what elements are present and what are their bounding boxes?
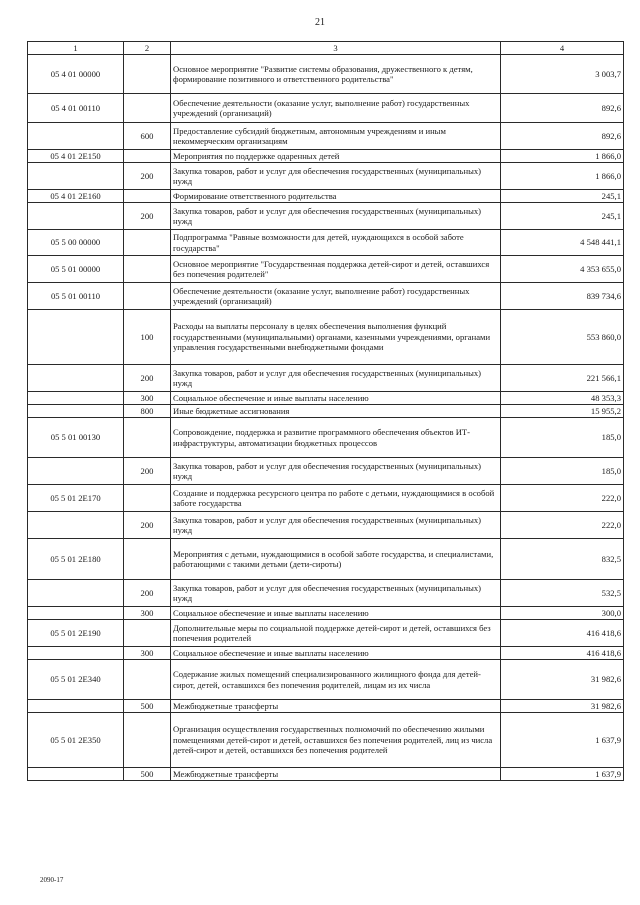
row-description: Формирование ответственного родительства	[171, 190, 501, 203]
row-expense-type	[124, 620, 171, 647]
table-row	[28, 163, 624, 190]
row-expense-type	[124, 150, 171, 163]
row-code	[28, 768, 124, 781]
table-row	[28, 458, 624, 485]
row-amount: 245,1	[501, 203, 624, 230]
row-expense-type: 200	[124, 163, 171, 190]
table-header-row	[28, 42, 624, 55]
row-expense-type: 200	[124, 203, 171, 230]
row-amount: 832,5	[501, 539, 624, 580]
row-expense-type: 500	[124, 768, 171, 781]
table-row	[28, 283, 624, 310]
row-description: Обеспечение деятельности (оказание услуг, выполнение работ) государственных учреждений (организаций)	[171, 283, 501, 310]
row-description: Межбюджетные трансферты	[171, 700, 501, 713]
row-expense-type: 200	[124, 580, 171, 607]
row-amount: 48 353,3	[501, 392, 624, 405]
row-description: Иные бюджетные ассигнования	[171, 405, 501, 418]
table-row	[28, 700, 624, 713]
footer-code: 2090-17	[40, 876, 64, 884]
table-row	[28, 256, 624, 283]
table-row	[28, 392, 624, 405]
row-amount: 222,0	[501, 512, 624, 539]
table-row	[28, 150, 624, 163]
row-code	[28, 647, 124, 660]
row-code: 05 5 01 2Е170	[28, 485, 124, 512]
row-description: Закупка товаров, работ и услуг для обеспечения государственных (муниципальных) нужд	[171, 365, 501, 392]
table-row	[28, 405, 624, 418]
row-expense-type: 800	[124, 405, 171, 418]
row-amount: 839 734,6	[501, 283, 624, 310]
table-row	[28, 310, 624, 365]
row-expense-type	[124, 713, 171, 768]
row-expense-type	[124, 539, 171, 580]
table-row	[28, 620, 624, 647]
row-code: 05 5 01 2Е340	[28, 660, 124, 700]
row-expense-type: 200	[124, 458, 171, 485]
row-description: Мероприятия по поддержке одаренных детей	[171, 150, 501, 163]
row-expense-type	[124, 256, 171, 283]
row-code	[28, 580, 124, 607]
row-expense-type	[124, 94, 171, 123]
row-description: Обеспечение деятельности (оказание услуг, выполнение работ) государственных учреждений (организаций)	[171, 94, 501, 123]
row-amount: 892,6	[501, 123, 624, 150]
row-description: Содержание жилых помещений специализированного жилищного фонда для детей-сирот, детей, оставшихся без попечения родителей, лицам из их числа	[171, 660, 501, 700]
row-expense-type	[124, 190, 171, 203]
row-expense-type: 600	[124, 123, 171, 150]
table-row	[28, 365, 624, 392]
row-code: 05 5 00 00000	[28, 230, 124, 256]
row-description: Подпрограмма "Равные возможности для детей, нуждающихся в особой заботе государства"	[171, 230, 501, 256]
row-code	[28, 203, 124, 230]
header-col-3: 3	[171, 42, 501, 55]
row-expense-type	[124, 55, 171, 94]
row-description: Создание и поддержка ресурсного центра по работе с детьми, нуждающимися в особой заботе государства	[171, 485, 501, 512]
row-description: Дополнительные меры по социальной поддержке детей-сирот и детей, оставшихся без попечения родителей	[171, 620, 501, 647]
row-code	[28, 700, 124, 713]
table-row	[28, 660, 624, 700]
row-code	[28, 392, 124, 405]
row-amount: 1 866,0	[501, 150, 624, 163]
row-expense-type	[124, 660, 171, 700]
row-amount: 4 548 441,1	[501, 230, 624, 256]
row-code	[28, 365, 124, 392]
row-description: Закупка товаров, работ и услуг для обеспечения государственных (муниципальных) нужд	[171, 580, 501, 607]
row-expense-type: 300	[124, 392, 171, 405]
row-description: Закупка товаров, работ и услуг для обеспечения государственных (муниципальных) нужд	[171, 512, 501, 539]
row-code: 05 5 01 00110	[28, 283, 124, 310]
table-body	[28, 55, 624, 781]
row-expense-type	[124, 283, 171, 310]
budget-table	[27, 41, 624, 781]
table-row	[28, 418, 624, 458]
table-row	[28, 485, 624, 512]
row-code: 05 5 01 00130	[28, 418, 124, 458]
table-row	[28, 230, 624, 256]
row-expense-type: 300	[124, 607, 171, 620]
table-row	[28, 607, 624, 620]
row-code	[28, 512, 124, 539]
row-description: Мероприятия с детьми, нуждающимися в особой заботе государства, и специалистами, работающими с такими детьми (дети-сироты)	[171, 539, 501, 580]
row-code	[28, 405, 124, 418]
row-description: Закупка товаров, работ и услуг для обеспечения государственных (муниципальных) нужд	[171, 163, 501, 190]
table-row	[28, 713, 624, 768]
row-description: Социальное обеспечение и иные выплаты населению	[171, 647, 501, 660]
row-amount: 31 982,6	[501, 660, 624, 700]
row-expense-type: 100	[124, 310, 171, 365]
table-row	[28, 203, 624, 230]
row-expense-type	[124, 418, 171, 458]
row-description: Организация осуществления государственных полномочий по обеспечению жилыми помещениями детей-сирот и детей, оставшихся без попечения родителей, лиц из числа детей-сирот и детей, оставшихся без попечения родителей	[171, 713, 501, 768]
row-code: 05 4 01 2Е150	[28, 150, 124, 163]
header-col-1: 1	[28, 42, 124, 55]
row-expense-type	[124, 485, 171, 512]
row-amount: 15 955,2	[501, 405, 624, 418]
row-expense-type: 200	[124, 512, 171, 539]
table-row	[28, 94, 624, 123]
header-col-2: 2	[124, 42, 171, 55]
row-amount: 3 003,7	[501, 55, 624, 94]
row-amount: 222,0	[501, 485, 624, 512]
row-description: Расходы на выплаты персоналу в целях обеспечения выполнения функций государственными (муниципальными) органами, казенными учреждениями, органами управления государственными внебюджетными фондами	[171, 310, 501, 365]
row-amount: 892,6	[501, 94, 624, 123]
row-code: 05 4 01 2Е160	[28, 190, 124, 203]
table-row	[28, 512, 624, 539]
row-amount: 532,5	[501, 580, 624, 607]
row-description: Основное мероприятие "Развитие системы образования, дружественного к детям, формирование позитивного и ответственного родительства"	[171, 55, 501, 94]
row-code	[28, 607, 124, 620]
page-number: 21	[315, 17, 325, 28]
row-code: 05 5 01 2Е350	[28, 713, 124, 768]
row-amount: 1 866,0	[501, 163, 624, 190]
row-amount: 1 637,9	[501, 713, 624, 768]
row-amount: 416 418,6	[501, 620, 624, 647]
row-code	[28, 123, 124, 150]
row-amount: 31 982,6	[501, 700, 624, 713]
table-row	[28, 190, 624, 203]
row-amount: 245,1	[501, 190, 624, 203]
row-code	[28, 458, 124, 485]
row-description: Предоставление субсидий бюджетным, автономным учреждениям и иным некоммерческим организациям	[171, 123, 501, 150]
row-description: Сопровождение, поддержка и развитие программного обеспечения объектов ИТ-инфраструктуры, автоматизации бюджетных процессов	[171, 418, 501, 458]
row-description: Закупка товаров, работ и услуг для обеспечения государственных (муниципальных) нужд	[171, 203, 501, 230]
table-row	[28, 647, 624, 660]
row-code: 05 4 01 00000	[28, 55, 124, 94]
table-row	[28, 580, 624, 607]
row-code: 05 5 01 00000	[28, 256, 124, 283]
row-amount: 4 353 655,0	[501, 256, 624, 283]
row-code	[28, 310, 124, 365]
row-description: Межбюджетные трансферты	[171, 768, 501, 781]
row-description: Социальное обеспечение и иные выплаты населению	[171, 392, 501, 405]
table-row	[28, 55, 624, 94]
row-amount: 221 566,1	[501, 365, 624, 392]
table-row	[28, 123, 624, 150]
row-expense-type: 200	[124, 365, 171, 392]
row-amount: 185,0	[501, 458, 624, 485]
row-amount: 1 637,9	[501, 768, 624, 781]
row-amount: 553 860,0	[501, 310, 624, 365]
row-description: Основное мероприятие "Государственная поддержка детей-сирот и детей, оставшихся без попечения родителей"	[171, 256, 501, 283]
row-description: Закупка товаров, работ и услуг для обеспечения государственных (муниципальных) нужд	[171, 458, 501, 485]
row-code: 05 5 01 2Е180	[28, 539, 124, 580]
row-code: 05 4 01 00110	[28, 94, 124, 123]
row-description: Социальное обеспечение и иные выплаты населению	[171, 607, 501, 620]
header-col-4: 4	[501, 42, 624, 55]
row-code: 05 5 01 2Е190	[28, 620, 124, 647]
row-code	[28, 163, 124, 190]
row-expense-type: 300	[124, 647, 171, 660]
row-amount: 185,0	[501, 418, 624, 458]
row-expense-type: 500	[124, 700, 171, 713]
row-amount: 416 418,6	[501, 647, 624, 660]
table-row	[28, 539, 624, 580]
row-expense-type	[124, 230, 171, 256]
row-amount: 300,0	[501, 607, 624, 620]
table-row	[28, 768, 624, 781]
